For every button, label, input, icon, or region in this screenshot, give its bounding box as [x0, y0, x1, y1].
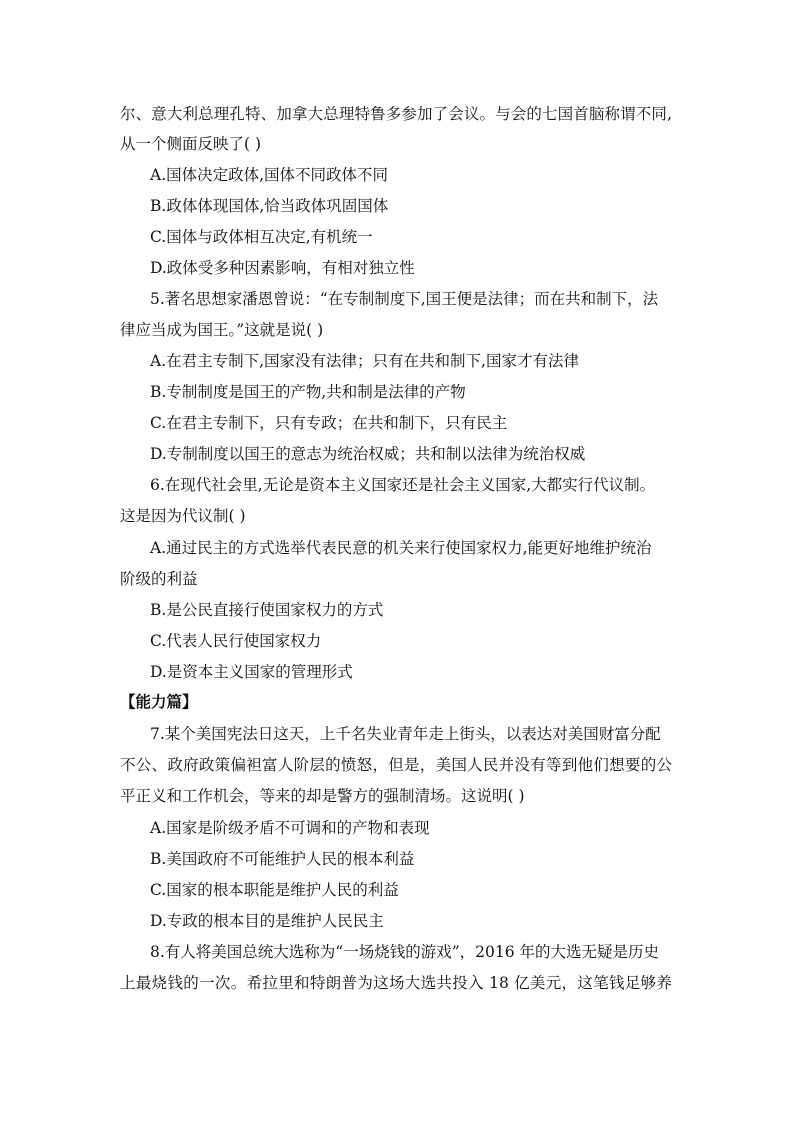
question-7-option-d: D.专政的根本目的是维护人民民主 — [150, 912, 384, 930]
question-7-stem-cont: 不公、政府政策偏袒富人阶层的愤怒，但是，美国人民并没有等到他们想要的公 — [120, 756, 672, 774]
question-4-option-a: A.国体决定政体,国体不同政体不同 — [150, 166, 389, 184]
text-line: 尔、意大利总理孔特、加拿大总理特鲁多参加了会议。与会的七国首脑称谓不同, — [120, 105, 672, 123]
question-7-stem: 7.某个美国宪法日这天，上千名失业青年走上街头，以表达对美国财富分配 — [150, 725, 661, 743]
question-5-option-a: A.在君主专制下,国家没有法律；只有在共和制下,国家才有法律 — [150, 352, 579, 370]
question-7-option-b: B.美国政府不可能维护人民的根本利益 — [150, 850, 415, 868]
question-5-stem: 5.著名思想家潘恩曾说：“在专制制度下,国王便是法律；而在共和制下，法 — [150, 290, 659, 308]
question-5-stem-cont: 律应当成为国王。”这就是说( ) — [120, 321, 324, 339]
question-7-stem-end: 平正义和工作机会，等来的却是警方的强制清场。这说明( ) — [120, 787, 525, 805]
question-5-option-d: D.专制制度以国王的意志为统治权威；共和制以法律为统治权威 — [150, 445, 586, 463]
question-6-option-b: B.是公民直接行使国家权力的方式 — [150, 601, 384, 619]
question-5-option-c: C.在君主专制下，只有专政；在共和制下，只有民主 — [150, 414, 508, 432]
question-6-option-d: D.是资本主义国家的管理形式 — [150, 663, 353, 681]
question-5-option-b: B.专制制度是国王的产物,共和制是法律的产物 — [150, 383, 466, 401]
question-7-option-a: A.国家是阶级矛盾不可调和的产物和表现 — [150, 819, 430, 837]
question-8-stem: 8.有人将美国总统大选称为“一场烧钱的游戏”，2016 年的大选无疑是历史 — [150, 943, 660, 961]
question-8-stem-cont: 上最烧钱的一次。希拉里和特朗普为这场大选共投入 18 亿美元，这笔钱足够养 — [120, 974, 672, 992]
question-4-option-c: C.国体与政体相互决定,有机统一 — [150, 228, 373, 246]
question-6-option-a: A.通过民主的方式选举代表民意的机关来行使国家权力,能更好地维护统治 — [150, 539, 652, 557]
question-4-stem: 从一个侧面反映了( ) — [120, 135, 262, 153]
question-4-option-d: D.政体受多种因素影响，有相对独立性 — [150, 259, 415, 277]
question-7-option-c: C.国家的根本职能是维护人民的利益 — [150, 881, 399, 899]
section-heading: 【能力篇】 — [120, 692, 198, 711]
question-6-option-a-cont: 阶级的利益 — [120, 570, 198, 588]
question-6-option-c: C.代表人民行使国家权力 — [150, 632, 322, 650]
question-6-stem: 6.在现代社会里,无论是资本主义国家还是社会主义国家,大都实行代议制。 — [150, 476, 656, 494]
question-6-stem-cont: 这是因为代议制( ) — [120, 507, 246, 525]
question-4-option-b: B.政体体现国体,恰当政体巩固国体 — [150, 197, 389, 215]
